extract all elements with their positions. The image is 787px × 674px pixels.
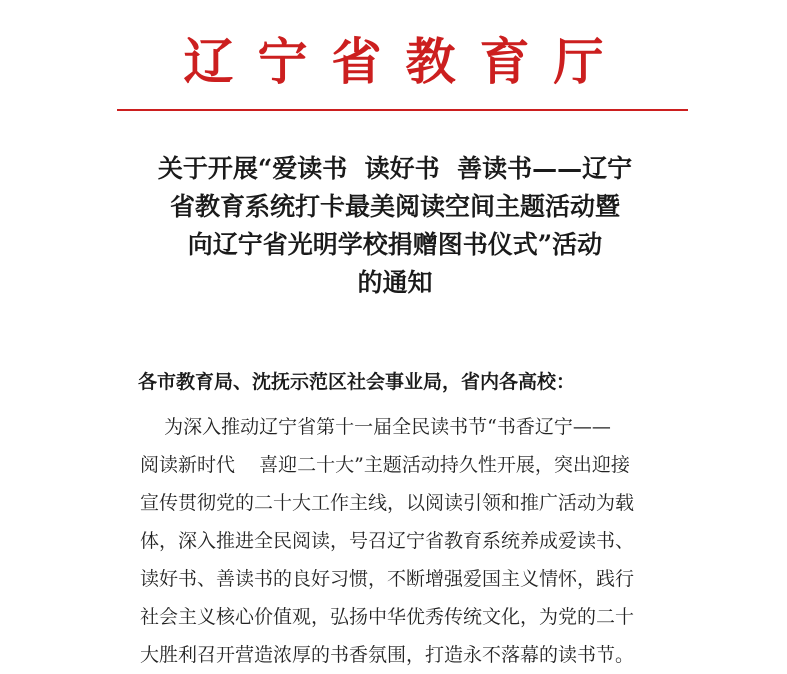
- letterhead-divider: [117, 109, 688, 111]
- title-line: 省教育系统打卡最美阅读空间主题活动暨: [169, 192, 620, 221]
- notice-title: [120, 150, 670, 302]
- body-line: 读好书、善读书的良好习惯，不断增强爱国主义情怀，践行: [140, 568, 635, 590]
- salutation: 各市教育局、沈抚示范区社会事业局，省内各高校：: [138, 371, 576, 393]
- body-line: 为深入推动辽宁省第十一届全民读书节“书香辽宁——: [140, 416, 611, 438]
- body-paragraph: [140, 408, 680, 674]
- body-line: 社会主义核心价值观，弘扬中华优秀传统文化，为党的二十: [140, 606, 635, 628]
- letterhead-org-name: 辽宁省教育厅: [183, 32, 628, 91]
- title-line: 的通知: [357, 268, 433, 297]
- title-line: 向辽宁省光明学校捐赠图书仪式”活动: [187, 230, 603, 259]
- title-line: 关于开展“爱读书 读好书 善读书——辽宁: [157, 154, 633, 183]
- body-line: 阅读新时代 喜迎二十大”主题活动持久性开展，突出迎接: [140, 454, 630, 476]
- body-line: 体，深入推进全民阅读，号召辽宁省教育系统养成爱读书、: [140, 530, 635, 552]
- body-line: 宣传贯彻党的二十大工作主线，以阅读引领和推广活动为载: [140, 492, 635, 514]
- body-line: 大胜利召开营造浓厚的书香氛围，打造永不落幕的读书节。: [140, 644, 635, 666]
